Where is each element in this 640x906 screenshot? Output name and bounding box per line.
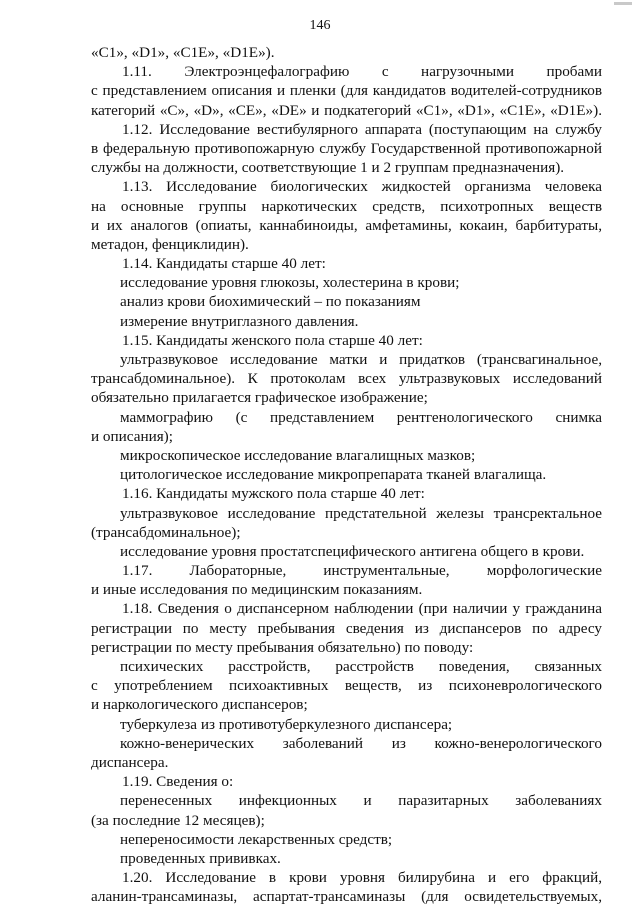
text-line: в федеральную противопожарную службу Государственной противопожарной: [91, 139, 602, 157]
text-line: 1.16. Кандидаты мужского пола старше 40 лет:: [122, 485, 425, 503]
text-line: 1.20. Исследование в крови уровня билирубина и его фракций,: [122, 869, 602, 887]
text-line: 1.15. Кандидаты женского пола старше 40 лет:: [122, 331, 423, 349]
scan-artifact: [614, 2, 632, 5]
text-line: микроскопическое исследование влагалищных мазков;: [120, 446, 476, 464]
page-number: 146: [309, 18, 331, 33]
text-line: 1.18. Сведения о диспансерном наблюдении (при наличии у гражданина: [122, 600, 602, 618]
text-line: исследование уровня глюкозы, холестерина в крови;: [120, 274, 460, 292]
text-line: метадон, фенциклидин).: [91, 235, 249, 253]
text-line: измерение внутриглазного давления.: [120, 312, 359, 330]
text-line: на основные группы наркотических средств, психотропных веществ: [91, 197, 602, 215]
text-line: кожно-венерических заболеваний из кожно-венерологического: [120, 734, 602, 752]
text-line: проведенных прививках.: [120, 849, 281, 867]
text-line: регистрации по месту пребывания обязательно) по поводу:: [91, 638, 474, 656]
text-line: маммографию (с представлением рентгенологического снимка: [120, 408, 602, 426]
text-line: диспансера.: [91, 753, 169, 771]
text-line: перенесенных инфекционных и паразитарных заболеваниях: [120, 792, 602, 810]
text-line: и наркологического диспансеров;: [91, 696, 308, 714]
text-line: туберкулеза из противотуберкулезного диспансера;: [120, 715, 453, 733]
text-line: непереносимости лекарственных средств;: [120, 830, 393, 848]
document-body: [91, 43, 602, 906]
text-line: 1.12. Исследование вестибулярного аппарата (поступающим на службу: [122, 120, 602, 138]
text-line: 1.11. Электроэнцефалографию с нагрузочными пробами: [122, 63, 602, 81]
text-line: с употреблением психоактивных веществ, из психоневрологического: [91, 677, 602, 695]
text-line: и иные исследования по медицинским показаниям.: [91, 581, 423, 599]
text-line: регистрации по месту пребывания сведения из диспансеров по адресу: [91, 619, 602, 637]
text-line: аланин-трансаминазы, аспартат-трансаминазы (для освидетельствуемых,: [91, 888, 602, 906]
text-line: с представлением описания и пленки (для кандидатов водителей-сотрудников: [91, 82, 602, 100]
text-line: психических расстройств, расстройств поведения, связанных: [120, 658, 602, 675]
text-line: (трансабдоминальное);: [91, 523, 241, 541]
text-line: цитологическое исследование микропрепарата тканей влагалища.: [120, 466, 547, 484]
text-line: анализ крови биохимический – по показаниям: [120, 293, 421, 311]
text-line: и их аналогов (опиаты, каннабиноиды, амфетамины, кокаин, барбитураты,: [91, 216, 602, 234]
text-line: обязательно прилагается графическое изображение;: [91, 389, 428, 407]
text-line: исследование уровня простатспецифического антигена общего в крови.: [120, 542, 585, 560]
text-line: трансабдоминальное). К протоколам всех ультразвуковых исследований: [91, 370, 602, 388]
text-line: и описания);: [91, 427, 173, 445]
text-line: 1.13. Исследование биологических жидкостей организма человека: [122, 178, 602, 196]
text-line: категорий «C», «D», «CE», «DE» и подкатегорий «C1», «D1», «C1E», «D1E»).: [91, 101, 602, 119]
text-line: ультразвуковое исследование матки и придатков (трансвагинальное,: [120, 351, 602, 368]
text-line: «C1», «D1», «C1E», «D1E»).: [91, 44, 275, 61]
text-line: 1.19. Сведения о:: [122, 773, 234, 791]
text-line: службы на должности, соответствующие 1 и 2 группам предназначения).: [91, 159, 565, 177]
text-line: 1.17. Лабораторные, инструментальные, морфологические: [122, 562, 602, 580]
text-line: (за последние 12 месяцев);: [91, 811, 265, 829]
text-line: ультразвуковое исследование предстательной железы трансректальное: [120, 504, 602, 522]
text-line: 1.14. Кандидаты старше 40 лет:: [122, 255, 326, 273]
